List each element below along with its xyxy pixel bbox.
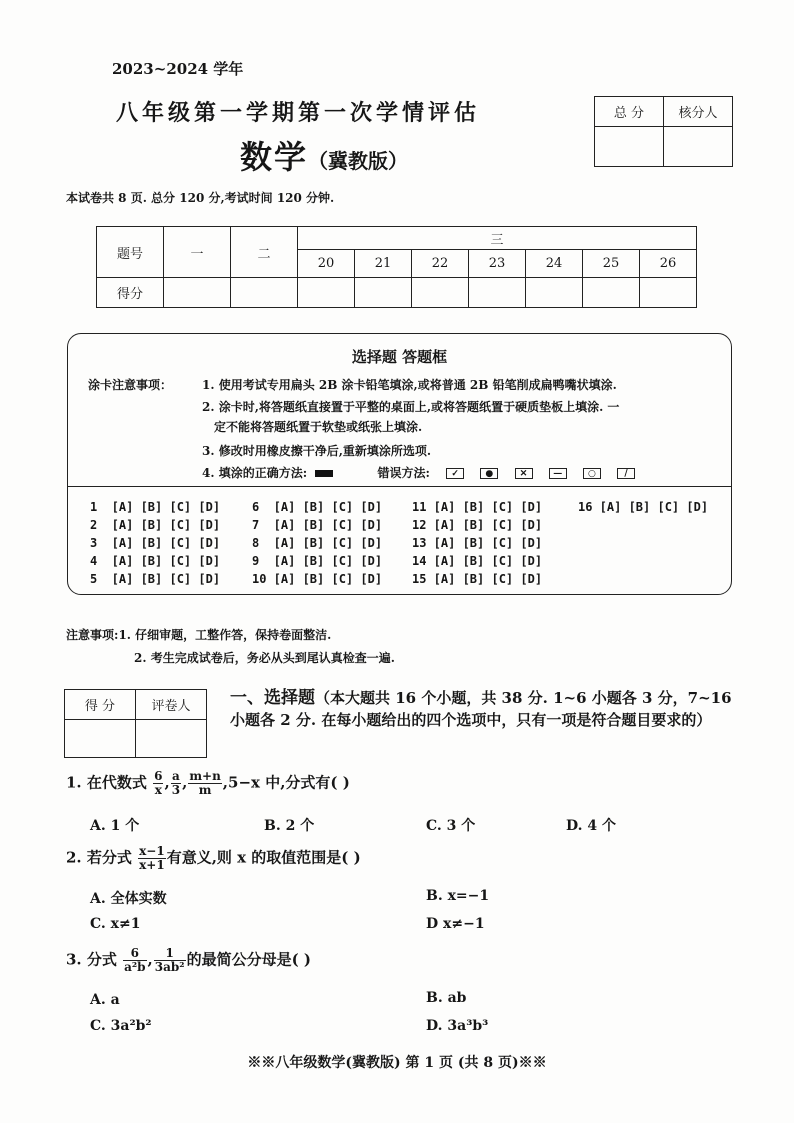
bubble-options[interactable]: [A] [B] [C] [D]	[104, 554, 221, 568]
subject-name: 数学	[240, 138, 309, 176]
checker-label: 核分人	[664, 97, 733, 127]
page-footer: ※※八年级数学(冀教版) 第 1 页 (共 8 页)※※	[247, 1055, 547, 1071]
bubble-column	[578, 498, 708, 516]
q2-option-d: D x≠−1	[426, 916, 485, 932]
bubble-options[interactable]: [A] [B] [C] [D]	[266, 572, 383, 586]
school-year: 2023~2024 学年	[112, 60, 244, 78]
denominator: x	[154, 783, 162, 797]
grader-score-label: 得 分	[65, 690, 136, 720]
grader-name-label: 评卷人	[136, 690, 207, 720]
q3-fraction-2	[154, 947, 186, 974]
bubble-number: 4	[90, 554, 105, 568]
bubble-row	[412, 552, 542, 570]
grader-name-cell	[136, 720, 207, 758]
denominator: m	[198, 783, 212, 797]
q1-option-c: C. 3 个	[426, 818, 476, 834]
q3-option-b: B. ab	[426, 990, 467, 1006]
subject-title	[240, 132, 408, 178]
score-cell	[231, 278, 298, 308]
total-score-label: 总 分	[595, 97, 664, 127]
bubble-number: 14	[412, 554, 427, 568]
total-score-cell	[595, 127, 664, 167]
bubble-options[interactable]: [A] [B] [C] [D]	[592, 500, 709, 514]
section-description: （本大题共 16 个小题，共 38 分. 1~6 小题各 3 分，7~16 小题各 2 分. 在每小题给出的四个选项中，只有一项是符合题目要求的）	[230, 689, 732, 729]
part3-header: 三	[298, 227, 697, 250]
bubble-row	[412, 498, 542, 516]
q2-fraction	[138, 845, 166, 872]
q1-option-a: A. 1 个	[90, 818, 140, 834]
bubble-row	[252, 552, 382, 570]
bubble-options[interactable]: [A] [B] [C] [D]	[426, 518, 543, 532]
bubble-number: 10	[252, 572, 267, 586]
section-heading	[230, 687, 740, 731]
bubble-row	[252, 498, 382, 516]
wrong-method-label: 错误方法:	[377, 466, 430, 480]
bubble-number: 7	[252, 518, 267, 532]
bubble-options[interactable]: [A] [B] [C] [D]	[426, 554, 543, 568]
score-cell	[583, 278, 640, 308]
numerator: 6	[154, 769, 163, 783]
bubble-row	[90, 570, 220, 588]
sub-number: 21	[355, 250, 412, 278]
bubble-row	[252, 534, 382, 552]
notes-item-2: 2. 考生完成试卷后，务必从头到尾认真检查一遍.	[134, 651, 395, 665]
edition-label: （冀教版）	[308, 149, 409, 173]
sub-number: 22	[412, 250, 469, 278]
denominator: a²b	[124, 960, 146, 974]
score-cell	[526, 278, 583, 308]
bubble-row	[412, 570, 542, 588]
bubble-options[interactable]: [A] [B] [C] [D]	[104, 572, 221, 586]
notes-line-1	[66, 626, 331, 643]
answer-box-title: 选择题 答题框	[351, 348, 448, 366]
bubble-number: 11	[412, 500, 427, 514]
answer-note-4	[202, 464, 635, 481]
bubble-number: 9	[252, 554, 267, 568]
q3-prefix: 3. 分式	[66, 950, 117, 969]
answer-note-2: 2. 涂卡时,将答题纸直接置于平整的桌面上,或将答题纸置于硬质垫板上填涂. 一	[202, 400, 620, 414]
bubble-options[interactable]: [A] [B] [C] [D]	[426, 500, 543, 514]
wrong-slash-icon: /	[617, 468, 635, 479]
part2-header: 二	[231, 227, 298, 278]
score-cell	[469, 278, 526, 308]
notes-item-1: 1. 仔细审题，工整作答，保持卷面整洁.	[118, 628, 332, 642]
part1-header: 一	[164, 227, 231, 278]
wrong-cross-icon: ✕	[515, 468, 533, 479]
notes-label: 注意事项:	[66, 628, 119, 642]
q3-option-a: A. a	[90, 992, 120, 1008]
wrong-circle-icon: ○	[583, 468, 601, 479]
q1-fraction-1	[153, 770, 163, 797]
bubble-options[interactable]: [A] [B] [C] [D]	[104, 500, 221, 514]
wrong-check-icon: ✓	[446, 468, 464, 479]
answer-note-1: 1. 使用考试专用扁头 2B 涂卡铅笔填涂,或将普通 2B 铅笔削成扁鸭嘴状填涂.	[202, 378, 617, 392]
question-number-label: 题号	[97, 227, 164, 278]
score-cell	[164, 278, 231, 308]
score-cell	[412, 278, 469, 308]
bubble-options[interactable]: [A] [B] [C] [D]	[104, 536, 221, 550]
correct-method-label: 4. 填涂的正确方法:	[202, 466, 308, 480]
bubble-row	[412, 516, 542, 534]
bubble-row	[90, 498, 220, 516]
q1-tail: ,5−x 中,分式有( )	[222, 773, 350, 792]
q3-tail: 的最简公分母是( )	[186, 950, 311, 969]
correct-fill-icon	[315, 470, 333, 477]
answer-note-3: 3. 修改时用橡皮擦干净后,重新填涂所选项.	[202, 444, 432, 458]
bubble-number: 16	[578, 500, 593, 514]
sub-number: 23	[469, 250, 526, 278]
answer-box	[67, 333, 732, 595]
sub-number: 26	[640, 250, 697, 278]
q1-prefix: 1. 在代数式	[66, 773, 147, 792]
q1-fraction-3	[188, 770, 221, 797]
wrong-line-icon: —	[549, 468, 567, 479]
bubble-number: 5	[90, 572, 105, 586]
grader-box	[64, 689, 207, 758]
section-title: 一、选择题	[230, 688, 315, 708]
bubble-options[interactable]: [A] [B] [C] [D]	[426, 536, 543, 550]
bubble-options[interactable]: [A] [B] [C] [D]	[104, 518, 221, 532]
score-table	[96, 226, 697, 308]
grader-score-cell	[65, 720, 136, 758]
numerator: 6	[123, 947, 146, 961]
exam-intro: 本试卷共 8 页. 总分 120 分,考试时间 120 分钟.	[66, 191, 335, 205]
total-score-box	[594, 96, 733, 167]
bubble-number: 3	[90, 536, 105, 550]
numerator: 1	[154, 947, 186, 961]
bubble-row	[90, 516, 220, 534]
score-row-label: 得分	[97, 278, 164, 308]
answer-notes-label: 涂卡注意事项：	[88, 378, 173, 392]
bubble-options[interactable]: [A] [B] [C] [D]	[266, 500, 383, 514]
q1-option-d: D. 4 个	[566, 818, 617, 834]
denominator: 3ab²	[154, 960, 185, 974]
q3-option-d: D. 3a³b³	[426, 1018, 489, 1034]
bubble-row	[90, 552, 220, 570]
denominator: x+1	[139, 858, 165, 872]
bubble-options[interactable]: [A] [B] [C] [D]	[266, 536, 383, 550]
denominator: 3	[171, 783, 181, 797]
wrong-dot-icon: ●	[480, 468, 498, 479]
bubble-row	[90, 534, 220, 552]
bubble-number: 2	[90, 518, 105, 532]
bubble-number: 6	[252, 500, 267, 514]
score-cell	[355, 278, 412, 308]
numerator: a	[172, 769, 180, 783]
q2-option-a: A. 全体实数	[90, 891, 167, 907]
answer-box-divider	[68, 486, 731, 487]
q2-prefix: 2. 若分式	[66, 848, 132, 867]
bubble-number: 12	[412, 518, 427, 532]
bubble-options[interactable]: [A] [B] [C] [D]	[426, 572, 543, 586]
bubble-number: 15	[412, 572, 427, 586]
bubble-row	[252, 516, 382, 534]
q2-tail: 有意义,则 x 的取值范围是( )	[166, 848, 361, 867]
score-cell	[640, 278, 697, 308]
numerator: x−1	[139, 844, 165, 858]
bubble-column	[412, 498, 542, 588]
q2-option-b: B. x=−1	[426, 888, 490, 904]
question-2	[66, 845, 361, 872]
q3-fraction-1	[123, 947, 146, 974]
answer-note-2-cont: 定不能将答题纸置于软垫或纸张上填涂.	[214, 420, 423, 434]
question-1: 1. 在代数式 $\frac{6}{x}$ , $\frac{a}{3}$ , $\frac{m+n}{m}$ ,5−x 中,分式有( )	[66, 769, 350, 797]
exam-title: 八年级第一学期第一次学情评估	[116, 100, 481, 126]
bubble-options[interactable]: [A] [B] [C] [D]	[266, 518, 383, 532]
score-cell	[298, 278, 355, 308]
q3-option-c: C. 3a²b²	[90, 1018, 152, 1034]
numerator: m+n	[189, 769, 221, 783]
bubble-number: 13	[412, 536, 427, 550]
bubble-number: 1	[90, 500, 105, 514]
sub-number: 20	[298, 250, 355, 278]
sub-number: 24	[526, 250, 583, 278]
bubble-row	[578, 498, 708, 516]
bubble-row	[412, 534, 542, 552]
sub-number: 25	[583, 250, 640, 278]
question-3: 3. 分式 $\frac{6}{\text{a²b}}$ , $\frac{1}{\text{3ab²}}$ 的最简公分母是( )	[66, 946, 311, 974]
q1-option-b: B. 2 个	[264, 818, 315, 834]
bubble-row	[252, 570, 382, 588]
checker-cell	[664, 127, 733, 167]
bubble-column	[90, 498, 220, 588]
bubble-number: 8	[252, 536, 267, 550]
bubble-column	[252, 498, 382, 588]
bubble-options[interactable]: [A] [B] [C] [D]	[266, 554, 383, 568]
q2-option-c: C. x≠1	[90, 916, 141, 932]
q1-fraction-2	[171, 770, 181, 797]
